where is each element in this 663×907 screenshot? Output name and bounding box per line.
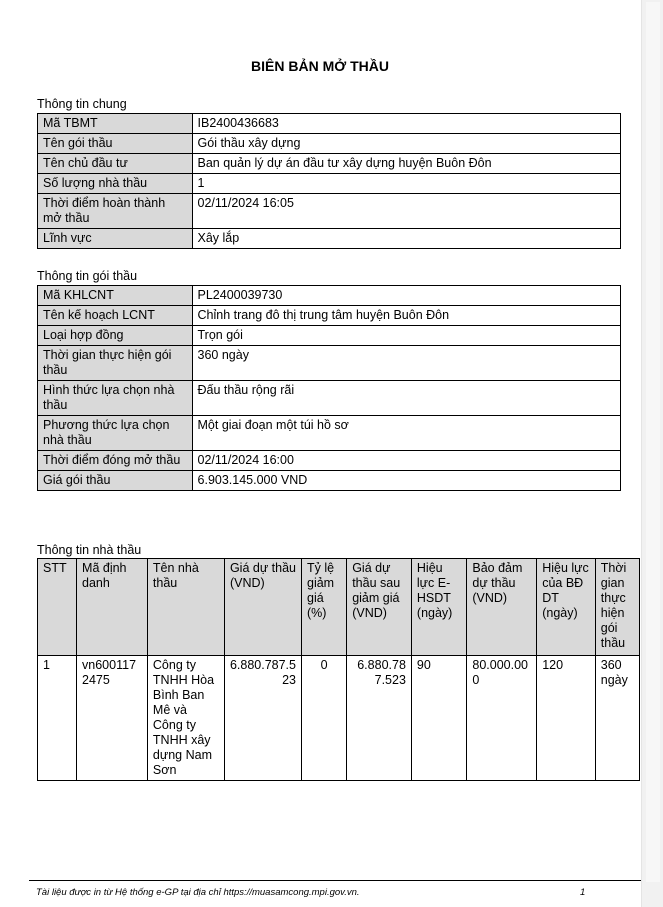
- scrollbar-thumb[interactable]: [646, 2, 660, 882]
- row-label: Tên kế hoạch LCNT: [38, 306, 193, 326]
- table-row: [38, 416, 621, 451]
- table-row: [38, 286, 621, 306]
- row-label: Tên chủ đầu tư: [38, 154, 193, 174]
- column-header-stt: STT: [38, 559, 77, 656]
- vertical-scrollbar[interactable]: [641, 0, 663, 907]
- table-row: [38, 346, 621, 381]
- package-info-heading: Thông tin gói thầu: [37, 269, 138, 283]
- cell-guarantee: 80.000.000: [467, 656, 537, 781]
- page-number: 1: [580, 887, 586, 898]
- general-info-table: [37, 113, 621, 249]
- table-row: [38, 154, 621, 174]
- cell-guarantee-validity: 120: [537, 656, 596, 781]
- footer-divider: [29, 880, 641, 881]
- cell-name: Công ty TNHH Hòa Bình Ban Mê và Công ty TNHH xây dựng Nam Sơn: [147, 656, 224, 781]
- table-row: [38, 114, 621, 134]
- row-value: 6.903.145.000 VND: [192, 471, 620, 491]
- row-label: Số lượng nhà thầu: [38, 174, 193, 194]
- table-row: [38, 656, 640, 781]
- row-value: 360 ngày: [192, 346, 620, 381]
- row-value: Một giai đoạn một túi hồ sơ: [192, 416, 620, 451]
- row-label: Loại hợp đồng: [38, 326, 193, 346]
- package-info-table: [37, 285, 621, 491]
- row-label: Mã KHLCNT: [38, 286, 193, 306]
- table-row: [38, 471, 621, 491]
- footer-text: Tài liệu được in từ Hệ thống e-GP tại địa chỉ https://muasamcong.mpi.gov.vn.: [36, 887, 360, 898]
- row-label: Tên gói thầu: [38, 134, 193, 154]
- cell-price-after-discount: 6.880.787.523: [347, 656, 412, 781]
- bidders-table: [37, 558, 640, 781]
- column-header-duration: Thời gian thực hiện gói thầu: [595, 559, 639, 656]
- table-row: [38, 174, 621, 194]
- row-value: PL2400039730: [192, 286, 620, 306]
- row-label: Thời điểm đóng mở thầu: [38, 451, 193, 471]
- table-row: [38, 451, 621, 471]
- cell-discount: 0: [302, 656, 347, 781]
- column-header-price-after-discount: Giá dự thầu sau giảm giá (VND): [347, 559, 412, 656]
- row-value: Chỉnh trang đô thị trung tâm huyện Buôn Đôn: [192, 306, 620, 326]
- row-label: Hình thức lựa chọn nhà thầu: [38, 381, 193, 416]
- row-value: 02/11/2024 16:00: [192, 451, 620, 471]
- bidders-heading: Thông tin nhà thầu: [37, 543, 142, 557]
- cell-stt: 1: [38, 656, 77, 781]
- cell-id: vn6001172475: [77, 656, 148, 781]
- row-label: Thời gian thực hiện gói thầu: [38, 346, 193, 381]
- row-label: Phương thức lựa chọn nhà thầu: [38, 416, 193, 451]
- column-header-discount: Tỷ lệ giảm giá (%): [302, 559, 347, 656]
- row-value: IB2400436683: [192, 114, 620, 134]
- row-value: 1: [192, 174, 620, 194]
- document-title: BIÊN BẢN MỞ THẦU: [251, 58, 389, 74]
- table-row: [38, 194, 621, 229]
- row-value: Xây lắp: [192, 229, 620, 249]
- table-row: [38, 229, 621, 249]
- table-row: [38, 326, 621, 346]
- row-value: Ban quản lý dự án đầu tư xây dựng huyện Buôn Đôn: [192, 154, 620, 174]
- general-info-heading: Thông tin chung: [37, 97, 127, 111]
- column-header-guarantee: Bảo đảm dự thầu (VND): [467, 559, 537, 656]
- cell-validity: 90: [411, 656, 466, 781]
- column-header-validity: Hiệu lực E-HSDT (ngày): [411, 559, 466, 656]
- table-row: [38, 134, 621, 154]
- cell-bid-price: 6.880.787.523: [224, 656, 301, 781]
- row-label: Thời điểm hoàn thành mở thầu: [38, 194, 193, 229]
- table-row: [38, 306, 621, 326]
- column-header-bid-price: Giá dự thầu (VND): [224, 559, 301, 656]
- cell-duration: 360 ngày: [595, 656, 639, 781]
- row-value: Trọn gói: [192, 326, 620, 346]
- column-header-name: Tên nhà thầu: [147, 559, 224, 656]
- row-value: Gói thầu xây dựng: [192, 134, 620, 154]
- row-label: Lĩnh vực: [38, 229, 193, 249]
- row-label: Giá gói thầu: [38, 471, 193, 491]
- column-header-id: Mã định danh: [77, 559, 148, 656]
- row-value: 02/11/2024 16:05: [192, 194, 620, 229]
- row-label: Mã TBMT: [38, 114, 193, 134]
- column-header-guarantee-validity: Hiệu lực của BĐ DT (ngày): [537, 559, 596, 656]
- row-value: Đấu thầu rộng rãi: [192, 381, 620, 416]
- table-row: [38, 381, 621, 416]
- table-header-row: [38, 559, 640, 656]
